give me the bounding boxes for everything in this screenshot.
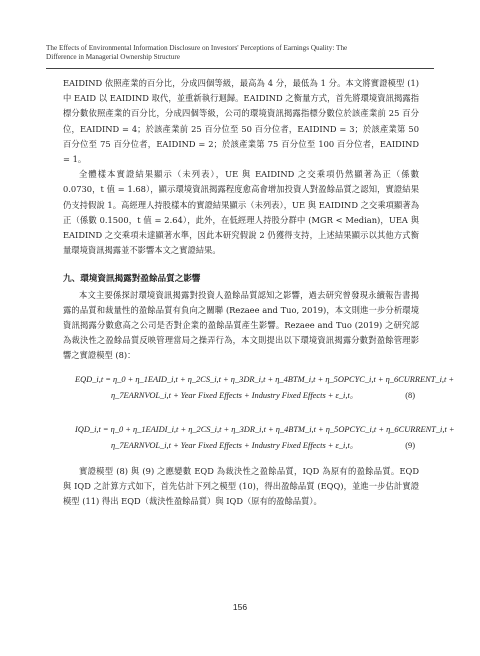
equation-9-number: (9) [405,440,415,450]
header-rule [46,68,434,69]
equation-8 [63,372,455,404]
running-head [46,44,436,62]
paragraph-section-intro: 本文主要係探討環境資訊揭露對投資人盈餘品質認知之影響，過去研究曾發現永續報告書揭露的品質和裁量性的盈餘品質有負向之關聯 (Rezaee and Tuo, 2019)，本文則進一步分析環境資訊揭露分數愈高之公司是否對企業的盈餘品質產生影響。Rezaee and Tuo (2019) 之研究認為裁決性之盈餘品質反映管理當局之操弄行為，本文則提出以下環境資訊揭露分數對盈餘管理影響之實證模型 (8)： [63,289,419,361]
paragraph-eqd-iqd: 實證模型 (8) 與 (9) 之應變數 EQD 為裁決性之盈餘品質，IQD 為原有的盈餘品質。EQD 與 IQD 之計算方式如下，首先估計下列之模型 (10)，得出盈餘品質 (EQQ)，並進一步估計實證模型 (11) 得出 EQD（裁決性盈餘品質）與 IQD（原有的盈餘品質）。 [63,465,419,507]
page-number: 156 [232,602,248,612]
body-text [63,76,455,509]
equation-9-line-2: η_7EARNVOL_i,t + Year Fixed Effects + Industry Fixed Effects + ε_i,t。 [111,440,359,450]
paragraph-robustness-results: 全體樣本實證結果顯示（未列表），UE 與 EAIDIND 之交乘項仍然顯著為正（係數 0.0730，t 值 = 1.68），顯示環境資訊揭露程度愈高會增加投資人對盈餘品質之認知，實證結果仍支持假說 1。高經理人持股樣本的實證結果顯示（未列表），UE 與 EAIDIND 之交乘項顯著為正（係數 0.1500，t 值 = 2.64），此外，在低經理人持股分群中 (MGR < Median)，UEA 與 EAIDIND 之交乘項未達顯著水準，因此本研究假說 2 仍獲得支持，上述結果顯示以其他方式衡量環境資訊揭露並不影響本文之實證結果。 [63,169,419,256]
equation-8-number: (8) [405,390,415,400]
paragraph-eaidind-definition: EAIDIND 依照產業的百分比，分成四個等級，最高為 4 分，最低為 1 分。本文將實證模型 (1) 中 EAID 以 EAIDIND 取代，並重新執行迴歸。EAIDIND 之衡量方式，首先將環境資訊揭露指標分數依照產業的百分比，分成四個等級，公司的環境資訊揭露指標分數位於該產業前 25 百分位，EAIDIND = 4；於該產業前 25 百分位至 50 百分位者，EAIDIND = 3；於該產業第 50 百分位至 75 百分位者，EAIDIND = 2；於該產業第 75 百分位至 100 百分位者，EAIDIND = 1。 [63,78,419,165]
equation-8-line-1: EQD_i,t = η_0 + η_1EAID_i,t + η_2CS_i,t + η_3DR_i,t + η_4BTM_i,t + η_5OPCYC_i,t + η_6CURRENT_i,t + [75,374,455,384]
running-head-line-1: The Effects of Environmental Information Disclosure on Investors' Perceptions of Earnings Quality: The [46,44,348,52]
equation-9 [63,422,455,454]
running-head-line-2: Difference in Managerial Ownership Structure [46,53,180,62]
equation-9-line-1: IQD_i,t = η_0 + η_1EAIDI_i,t + η_2CS_i,t + η_3DR_i,t + η_4BTM_i,t + η_5OPCYC_i,t + η_6CURRENT_i,t + [75,424,455,434]
equation-8-line-2: η_7EARNVOL_i,t + Year Fixed Effects + Industry Fixed Effects + ε_i,t。 [111,390,359,400]
section-heading: 九、環境資訊揭露對盈餘品質之影響 [63,274,201,285]
